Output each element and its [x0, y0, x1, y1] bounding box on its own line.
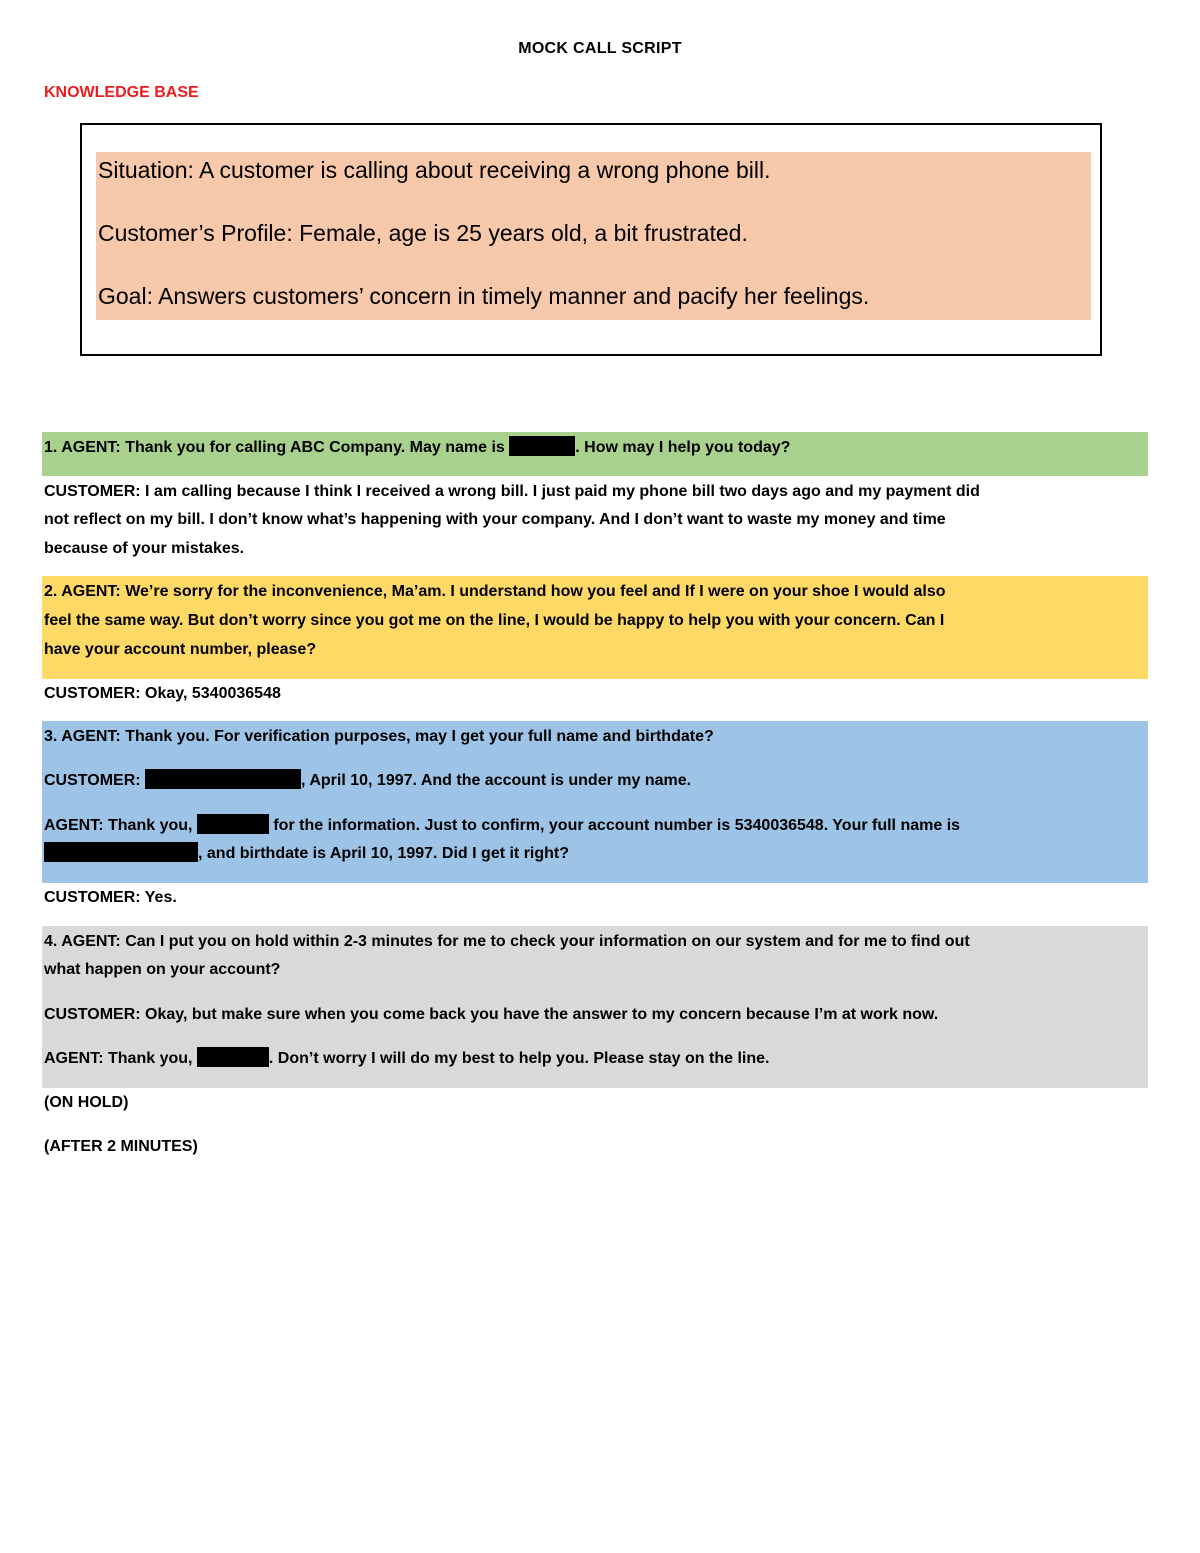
- script-line-11: [44, 811, 1144, 840]
- script-line-4: because of your mistakes.: [44, 540, 245, 557]
- script-line-10: [44, 766, 1144, 795]
- knowledge-base-panel: [96, 152, 1091, 320]
- script-line-14: 4. AGENT: Can I put you on hold within 2-3 minutes for me to check your information on our system and for me to find out: [44, 933, 970, 950]
- script-text: AGENT: Thank you,: [44, 1050, 197, 1067]
- script-text: . Don’t worry I will do my best to help you. Please stay on the line.: [268, 1050, 770, 1067]
- script-text: 1. AGENT: Thank you for calling ABC Company. May name is: [44, 439, 510, 456]
- knowledge-base-box: [80, 123, 1102, 356]
- knowledge-base-heading: KNOWLEDGE BASE: [44, 84, 199, 101]
- customer-profile-text: Customer’s Profile: Female, age is 25 years old, a bit frustrated.: [98, 220, 748, 246]
- script-line-3: not reflect on my bill. I don’t know what’s happening with your company. And I don’t want to waste my money and time: [44, 511, 946, 528]
- goal-text: Goal: Answers customers’ concern in timely manner and pacify her feelings.: [98, 283, 870, 309]
- script-line-19: (AFTER 2 MINUTES): [44, 1138, 198, 1155]
- script-line-5: 2. AGENT: We’re sorry for the inconvenience, Ma’am. I understand how you feel and If I were on your shoe I would also: [44, 583, 946, 600]
- script-line-17: [44, 1044, 1144, 1073]
- script-text: AGENT: Thank you,: [44, 817, 197, 834]
- script-line-8: CUSTOMER: Okay, 5340036548: [44, 685, 281, 702]
- redacted-agent-name: [509, 436, 575, 456]
- script-text: CUSTOMER:: [44, 772, 146, 789]
- script-line-12: [44, 839, 1144, 868]
- redacted-customer-name: [145, 769, 301, 789]
- redacted-customer-full-name: [44, 842, 198, 862]
- script-line-16: CUSTOMER: Okay, but make sure when you come back you have the answer to my concern because I’m at work now.: [44, 1006, 939, 1023]
- script-line-13: CUSTOMER: Yes.: [44, 889, 177, 906]
- page-title: MOCK CALL SCRIPT: [518, 40, 682, 57]
- script-text: , and birthdate is April 10, 1997. Did I get it right?: [198, 845, 570, 862]
- script-line-18: (ON HOLD): [44, 1094, 129, 1111]
- script-line-1: [44, 433, 1144, 462]
- script-line-15: what happen on your account?: [44, 961, 281, 978]
- situation-text: Situation: A customer is calling about receiving a wrong phone bill.: [98, 157, 771, 183]
- script-text: for the information. Just to confirm, your account number is 5340036548. Your full name is: [268, 817, 961, 834]
- script-line-7: have your account number, please?: [44, 641, 317, 658]
- script-text: . How may I help you today?: [575, 439, 791, 456]
- script-line-2: CUSTOMER: I am calling because I think I received a wrong bill. I just paid my phone bill two days ago and my payment did: [44, 483, 980, 500]
- redacted-customer-name: [197, 814, 269, 834]
- script-text: , April 10, 1997. And the account is under my name.: [301, 772, 692, 789]
- script-line-6: feel the same way. But don’t worry since you got me on the line, I would be happy to help you with your concern. Can I: [44, 612, 945, 629]
- redacted-customer-name: [197, 1047, 269, 1067]
- script-line-9: 3. AGENT: Thank you. For verification purposes, may I get your full name and birthdate?: [44, 728, 714, 745]
